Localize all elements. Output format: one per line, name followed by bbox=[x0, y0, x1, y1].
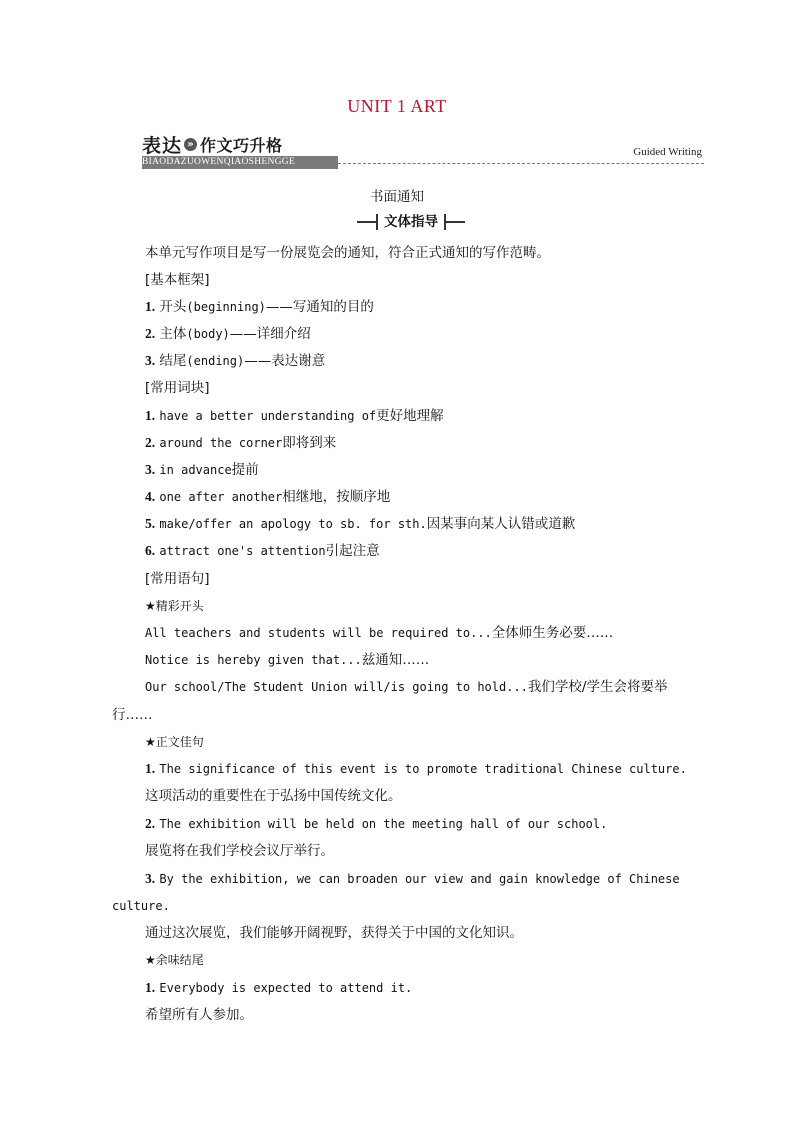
opening-sentence bbox=[145, 651, 429, 669]
sentence-en: The exhibition will be held on the meeting hall of our school. bbox=[159, 817, 608, 831]
phrase-zh: 提前 bbox=[231, 462, 259, 478]
body-sentence bbox=[145, 815, 607, 833]
framework-item bbox=[145, 325, 311, 343]
item-number: 1. bbox=[145, 408, 156, 423]
item-zh: 开头 bbox=[159, 299, 187, 315]
item-number: 2. bbox=[145, 816, 156, 831]
banner-pinyin: BIAODAZUOWENQIAOSHENGGE bbox=[142, 156, 338, 169]
framework-item bbox=[145, 298, 374, 316]
sentence-en: Notice is hereby given that... bbox=[145, 653, 362, 667]
item-number: 4. bbox=[145, 489, 156, 504]
banner-title-sub: 作文巧升格 bbox=[200, 135, 283, 155]
topic-heading: 书面通知 bbox=[370, 189, 424, 205]
phrase-en: in advance bbox=[159, 463, 232, 477]
sentence-zh: 兹通知…… bbox=[361, 652, 430, 668]
item-number: 2. bbox=[145, 435, 156, 450]
chevron-right-icon: » bbox=[184, 138, 197, 151]
phrase-item bbox=[145, 488, 390, 506]
phrase-en: around the corner bbox=[159, 436, 283, 450]
ending-sentence-translation: 希望所有人参加。 bbox=[145, 1007, 253, 1023]
phrase-zh: 即将到来 bbox=[282, 435, 337, 451]
item-en: (beginning) bbox=[186, 300, 266, 314]
sentence-en: culture. bbox=[112, 899, 170, 913]
item-zh: 结尾 bbox=[159, 353, 187, 369]
banner-title bbox=[142, 132, 283, 156]
phrase-en: have a better understanding of bbox=[159, 409, 377, 423]
banner-divider bbox=[338, 163, 704, 164]
item-number: 1. bbox=[145, 299, 156, 314]
sentence-en: Everybody is expected to attend it. bbox=[159, 981, 413, 995]
opening-sentence bbox=[145, 678, 667, 696]
body-sentence bbox=[145, 870, 680, 888]
phrase-item bbox=[145, 515, 575, 533]
item-number: 5. bbox=[145, 516, 156, 531]
item-en: (body) bbox=[186, 327, 230, 341]
guide-label bbox=[357, 212, 465, 232]
ending-sentence bbox=[145, 979, 412, 997]
banner-title-main: 表达 bbox=[142, 134, 183, 157]
sentence-en: Our school/The Student Union will/is going to hold... bbox=[145, 680, 528, 694]
phrase-en: make/offer an apology to sb. for sth. bbox=[159, 517, 427, 531]
phrase-item bbox=[145, 434, 336, 452]
guide-label-text: 文体指导 bbox=[376, 214, 446, 230]
unit-title: UNIT 1 ART bbox=[347, 96, 447, 116]
phrase-item bbox=[145, 542, 380, 560]
body-heading: ★正文佳句 bbox=[145, 735, 204, 749]
sentence-en: All teachers and students will be required to... bbox=[145, 626, 492, 640]
item-number: 1. bbox=[145, 761, 156, 776]
item-number: 6. bbox=[145, 543, 156, 558]
sentence-zh: 全体师生务必要…… bbox=[491, 625, 614, 641]
item-zh: ——表达谢意 bbox=[244, 353, 326, 369]
opening-sentence bbox=[145, 624, 613, 642]
item-number: 3. bbox=[145, 871, 156, 886]
phrase-item bbox=[145, 407, 444, 425]
item-zh: ——写通知的目的 bbox=[265, 299, 374, 315]
phrases-heading: [常用词块] bbox=[145, 380, 210, 396]
item-number: 3. bbox=[145, 353, 156, 368]
ending-heading: ★余味结尾 bbox=[145, 953, 204, 967]
phrase-en: attract one's attention bbox=[159, 544, 326, 558]
item-zh: 主体 bbox=[159, 326, 187, 342]
framework-item bbox=[145, 352, 325, 370]
body-sentence-continued bbox=[112, 897, 170, 915]
sentences-heading: [常用语句] bbox=[145, 571, 210, 587]
sentence-en: The significance of this event is to promote traditional Chinese culture. bbox=[159, 762, 687, 776]
phrase-zh: 引起注意 bbox=[325, 543, 380, 559]
section-banner bbox=[142, 132, 704, 172]
intro-text: 本单元写作项目是写一份展览会的通知，符合正式通知的写作范畴。 bbox=[145, 245, 550, 261]
item-number: 3. bbox=[145, 462, 156, 477]
item-number: 2. bbox=[145, 326, 156, 341]
sentence-en: By the exhibition, we can broaden our view and gain knowledge of Chinese bbox=[159, 872, 680, 886]
phrase-zh: 因某事向某人认错或道歉 bbox=[426, 516, 576, 532]
phrase-en: one after another bbox=[159, 490, 283, 504]
banner-english: Guided Writing bbox=[633, 146, 702, 158]
framework-heading: [基本框架] bbox=[145, 272, 210, 288]
opening-sentence-continued: 行…… bbox=[112, 707, 153, 723]
phrase-zh: 更好地理解 bbox=[376, 408, 444, 424]
body-sentence-translation: 通过这次展览，我们能够开阔视野，获得关于中国的文化知识。 bbox=[145, 925, 523, 941]
body-sentence-translation: 这项活动的重要性在于弘扬中国传统文化。 bbox=[145, 788, 402, 804]
phrase-zh: 相继地，按顺序地 bbox=[282, 489, 391, 505]
item-en: (ending) bbox=[186, 354, 245, 368]
body-sentence bbox=[145, 760, 687, 778]
sentence-zh: 我们学校/学生会将要举 bbox=[527, 679, 668, 695]
opening-heading: ★精彩开头 bbox=[145, 599, 204, 613]
phrase-item bbox=[145, 461, 259, 479]
body-sentence-translation: 展览将在我们学校会议厅举行。 bbox=[145, 843, 334, 859]
item-number: 1. bbox=[145, 980, 156, 995]
item-zh: ——详细介绍 bbox=[229, 326, 311, 342]
